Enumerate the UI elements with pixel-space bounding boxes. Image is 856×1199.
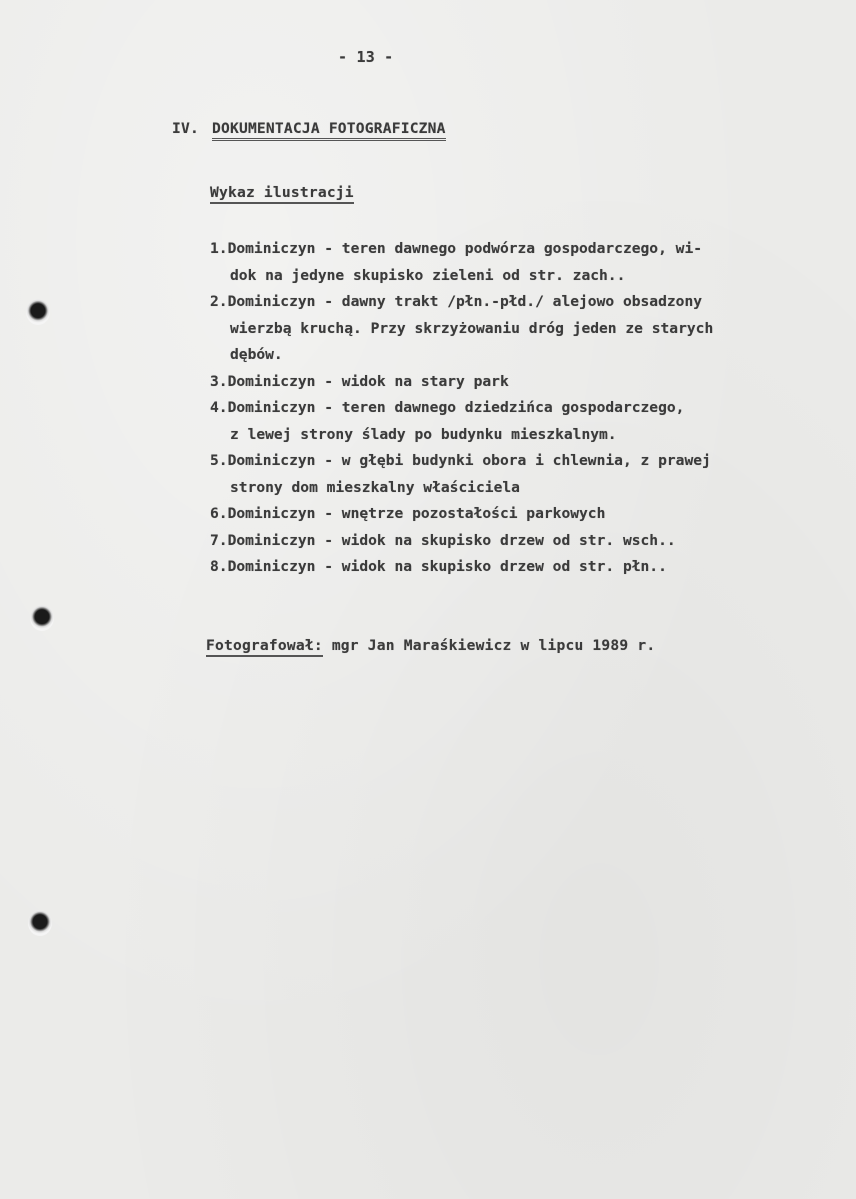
list-item-line: 7.Dominiczyn - widok na skupisko drzew od str. wsch..	[210, 531, 676, 549]
list-item-line: 4.Dominiczyn - teren dawnego dziedzińca gospodarczego,	[210, 399, 685, 416]
list-item	[210, 369, 713, 396]
list-item	[210, 448, 713, 501]
list-item	[210, 501, 713, 528]
photo-credit	[206, 637, 655, 654]
list-item	[210, 554, 713, 581]
photo-credit-text: mgr Jan Maraśkiewicz w lipcu 1989 r.	[322, 637, 656, 654]
punch-hole-bottom	[28, 910, 52, 936]
illustrations-heading: Wykaz ilustracji	[210, 184, 354, 204]
list-item	[210, 289, 713, 369]
list-item-line: dok na jedyne skupisko zieleni od str. zach..	[230, 266, 626, 284]
list-item-line: 2.Dominiczyn - dawny trakt /płn.-płd./ alejowo obsadzony	[210, 293, 703, 310]
list-item-line: 8.Dominiczyn - widok na skupisko drzew od str. płn..	[210, 558, 667, 575]
list-item-line: 1.Dominiczyn - teren dawnego podwórza gospodarczego, wi-	[210, 240, 703, 257]
list-item	[210, 528, 713, 555]
list-item-line: strony dom mieszkalny właściciela	[230, 478, 520, 496]
list-item-line: 3.Dominiczyn - widok na stary park	[210, 372, 509, 390]
list-item-line: dębów.	[230, 346, 283, 363]
section-title: DOKUMENTACJA FOTOGRAFICZNA	[212, 120, 446, 141]
list-item-line: 6.Dominiczyn - wnętrze pozostałości parkowych	[210, 505, 606, 522]
illustrations-list	[210, 236, 713, 581]
photo-credit-label: Fotografował:	[206, 637, 323, 657]
list-item	[210, 395, 713, 448]
punch-hole-middle	[30, 605, 54, 631]
page-number: - 13 -	[338, 48, 394, 66]
section-number: IV.	[172, 120, 199, 137]
list-item-line: wierzbą kruchą. Przy skrzyżowaniu dróg jeden ze starych	[230, 319, 714, 337]
list-item-line: 5.Dominiczyn - w głębi budynki obora i chlewnia, z prawej	[210, 452, 711, 469]
list-item	[210, 236, 713, 289]
list-item-line: z lewej strony ślady po budynku mieszkalnym.	[230, 425, 617, 443]
punch-hole-top	[26, 299, 50, 325]
